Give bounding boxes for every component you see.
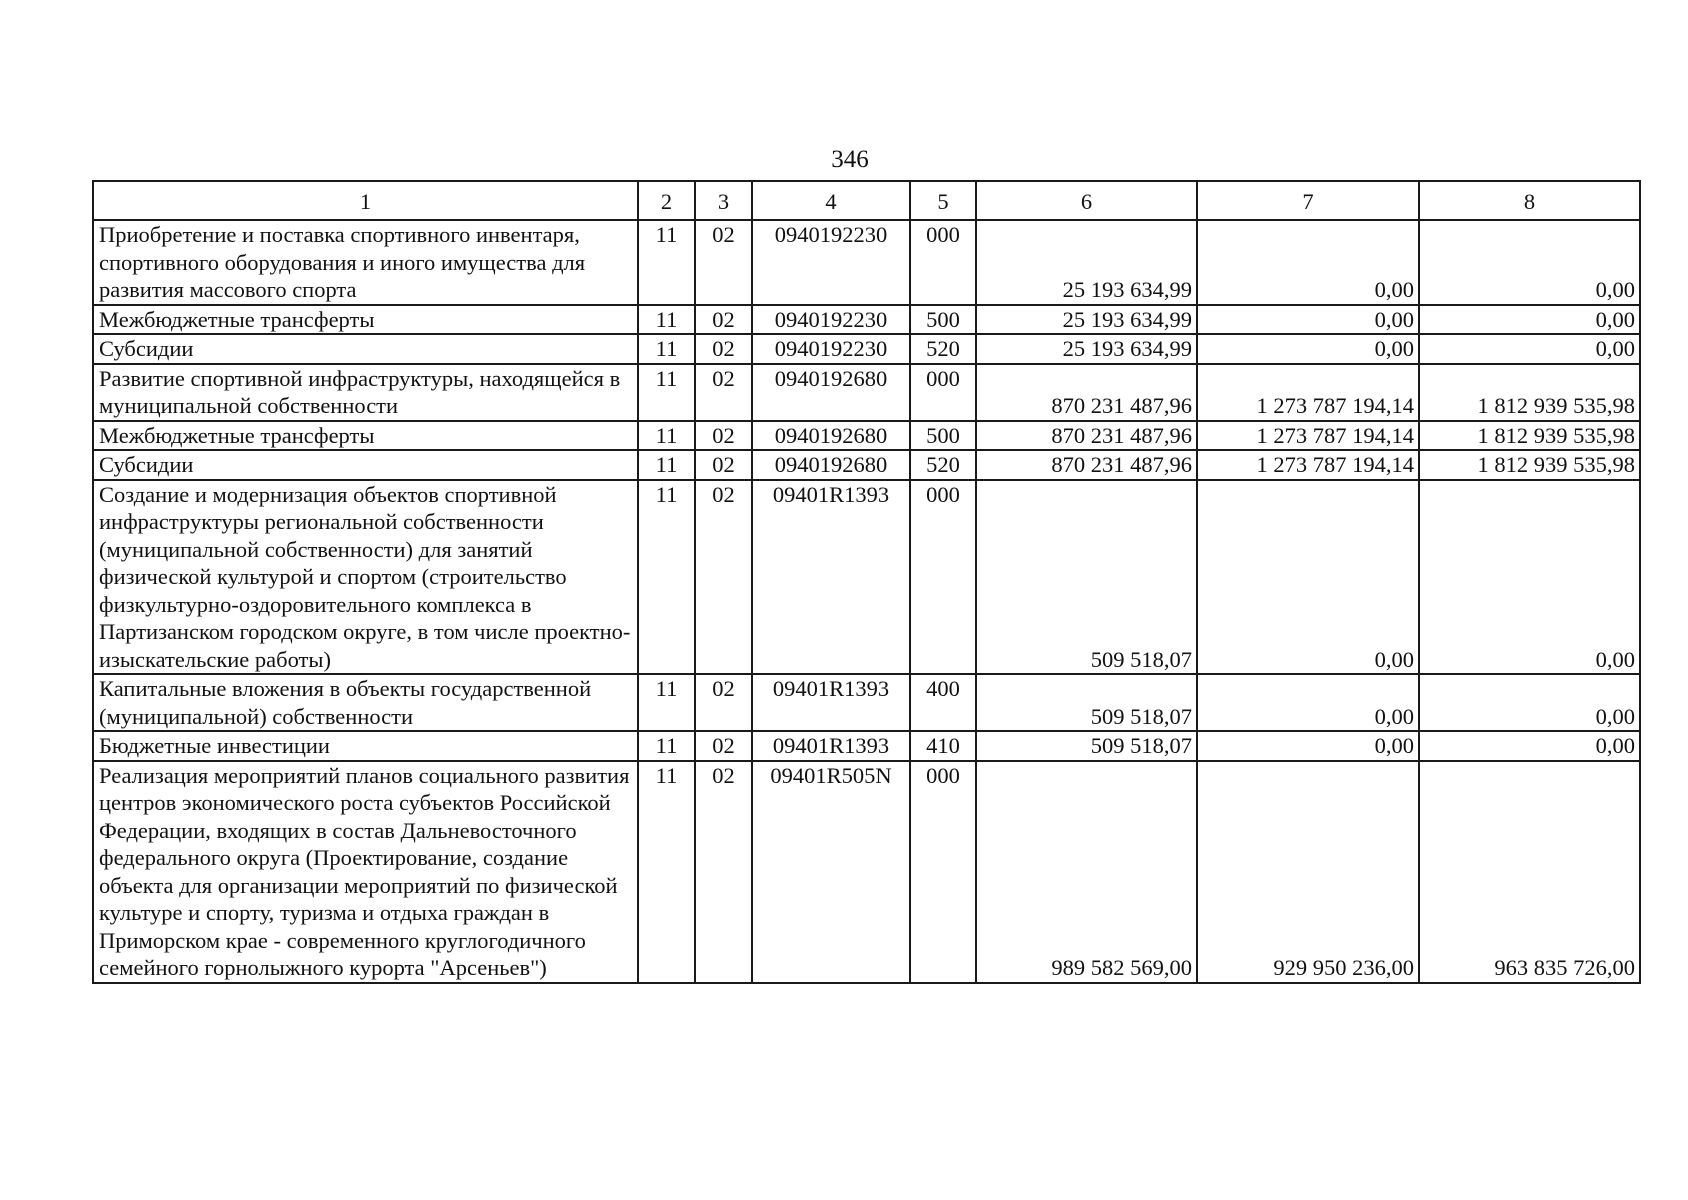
row-name-cell: Создание и модернизация объектов спортивной инфраструктуры региональной собственности (муниципальной собственности) для занятий физической культурой и спортом (строительство физкультурно-оздоровительного комплекса в Партизанском городском округе, в том числе проектно-изыскательские работы) [93, 480, 638, 675]
amount-cell-col8: 0,00 [1419, 220, 1640, 305]
table-row [93, 480, 1640, 675]
subsection-code-cell: 02 [695, 364, 752, 421]
header-cell: 6 [976, 181, 1197, 220]
section-code-cell: 11 [638, 220, 695, 305]
section-code-cell: 11 [638, 364, 695, 421]
amount-cell-col7: 1 273 787 194,14 [1197, 364, 1419, 421]
expense-type-cell: 410 [910, 731, 976, 761]
amount-cell-col7: 0,00 [1197, 220, 1419, 305]
section-code-cell: 11 [638, 480, 695, 675]
table-header-row [93, 181, 1640, 220]
table-row [93, 364, 1640, 421]
amount-cell-col8: 0,00 [1419, 334, 1640, 364]
expense-type-cell: 400 [910, 674, 976, 731]
expense-type-cell: 000 [910, 220, 976, 305]
header-cell: 5 [910, 181, 976, 220]
target-article-cell: 0940192230 [752, 220, 910, 305]
expense-type-cell: 000 [910, 364, 976, 421]
amount-cell-col6: 25 193 634,99 [976, 220, 1197, 305]
header-cell: 8 [1419, 181, 1640, 220]
amount-cell-col8: 963 835 726,00 [1419, 761, 1640, 983]
amount-cell-col6: 870 231 487,96 [976, 364, 1197, 421]
table-row [93, 421, 1640, 451]
header-cell: 2 [638, 181, 695, 220]
amount-cell-col7: 0,00 [1197, 305, 1419, 335]
target-article-cell: 0940192680 [752, 450, 910, 480]
amount-cell-col8: 0,00 [1419, 305, 1640, 335]
subsection-code-cell: 02 [695, 334, 752, 364]
amount-cell-col7: 0,00 [1197, 480, 1419, 675]
amount-cell-col7: 0,00 [1197, 731, 1419, 761]
expense-type-cell: 000 [910, 480, 976, 675]
table-row [93, 220, 1640, 305]
section-code-cell: 11 [638, 761, 695, 983]
amount-cell-col6: 509 518,07 [976, 674, 1197, 731]
table-row [93, 334, 1640, 364]
target-article-cell: 09401R1393 [752, 674, 910, 731]
row-name-cell: Развитие спортивной инфраструктуры, находящейся в муниципальной собственности [93, 364, 638, 421]
table-row [93, 674, 1640, 731]
amount-cell-col8: 1 812 939 535,98 [1419, 421, 1640, 451]
section-code-cell: 11 [638, 421, 695, 451]
target-article-cell: 09401R1393 [752, 731, 910, 761]
expense-type-cell: 520 [910, 450, 976, 480]
expense-type-cell: 000 [910, 761, 976, 983]
amount-cell-col7: 929 950 236,00 [1197, 761, 1419, 983]
header-cell: 7 [1197, 181, 1419, 220]
header-cell: 1 [93, 181, 638, 220]
subsection-code-cell: 02 [695, 480, 752, 675]
table-row [93, 450, 1640, 480]
target-article-cell: 09401R505N [752, 761, 910, 983]
expense-type-cell: 500 [910, 305, 976, 335]
subsection-code-cell: 02 [695, 761, 752, 983]
row-name-cell: Субсидии [93, 450, 638, 480]
row-name-cell: Капитальные вложения в объекты государственной (муниципальной) собственности [93, 674, 638, 731]
amount-cell-col8: 0,00 [1419, 674, 1640, 731]
amount-cell-col7: 0,00 [1197, 334, 1419, 364]
amount-cell-col6: 989 582 569,00 [976, 761, 1197, 983]
subsection-code-cell: 02 [695, 450, 752, 480]
table-row [93, 731, 1640, 761]
header-cell: 4 [752, 181, 910, 220]
row-name-cell: Субсидии [93, 334, 638, 364]
row-name-cell: Межбюджетные трансферты [93, 421, 638, 451]
amount-cell-col8: 1 812 939 535,98 [1419, 364, 1640, 421]
subsection-code-cell: 02 [695, 220, 752, 305]
subsection-code-cell: 02 [695, 674, 752, 731]
amount-cell-col6: 509 518,07 [976, 731, 1197, 761]
amount-cell-col6: 509 518,07 [976, 480, 1197, 675]
subsection-code-cell: 02 [695, 731, 752, 761]
target-article-cell: 0940192230 [752, 334, 910, 364]
expense-type-cell: 520 [910, 334, 976, 364]
amount-cell-col7: 1 273 787 194,14 [1197, 450, 1419, 480]
target-article-cell: 0940192680 [752, 421, 910, 451]
amount-cell-col8: 0,00 [1419, 731, 1640, 761]
header-cell: 3 [695, 181, 752, 220]
section-code-cell: 11 [638, 674, 695, 731]
expense-type-cell: 500 [910, 421, 976, 451]
row-name-cell: Бюджетные инвестиции [93, 731, 638, 761]
amount-cell-col6: 25 193 634,99 [976, 305, 1197, 335]
amount-cell-col7: 0,00 [1197, 674, 1419, 731]
amount-cell-col6: 870 231 487,96 [976, 450, 1197, 480]
table-row [93, 305, 1640, 335]
budget-table [92, 180, 1641, 984]
section-code-cell: 11 [638, 731, 695, 761]
row-name-cell: Реализация мероприятий планов социального развития центров экономического роста субъектов Российской Федерации, входящих в состав Дальневосточного федерального округа (Проектирование, создание объекта для организации мероприятий по физической культуре и спорту, туризма и отдыха граждан в Приморском крае - современного круглогодичного семейного горнолыжного курорта "Арсеньев") [93, 761, 638, 983]
amount-cell-col7: 1 273 787 194,14 [1197, 421, 1419, 451]
amount-cell-col8: 1 812 939 535,98 [1419, 450, 1640, 480]
row-name-cell: Приобретение и поставка спортивного инвентаря, спортивного оборудования и иного имущества для развития массового спорта [93, 220, 638, 305]
target-article-cell: 09401R1393 [752, 480, 910, 675]
amount-cell-col6: 25 193 634,99 [976, 334, 1197, 364]
table-row [93, 761, 1640, 983]
target-article-cell: 0940192230 [752, 305, 910, 335]
section-code-cell: 11 [638, 450, 695, 480]
amount-cell-col6: 870 231 487,96 [976, 421, 1197, 451]
subsection-code-cell: 02 [695, 305, 752, 335]
amount-cell-col8: 0,00 [1419, 480, 1640, 675]
row-name-cell: Межбюджетные трансферты [93, 305, 638, 335]
page-number: 346 [831, 146, 869, 173]
target-article-cell: 0940192680 [752, 364, 910, 421]
subsection-code-cell: 02 [695, 421, 752, 451]
section-code-cell: 11 [638, 334, 695, 364]
section-code-cell: 11 [638, 305, 695, 335]
